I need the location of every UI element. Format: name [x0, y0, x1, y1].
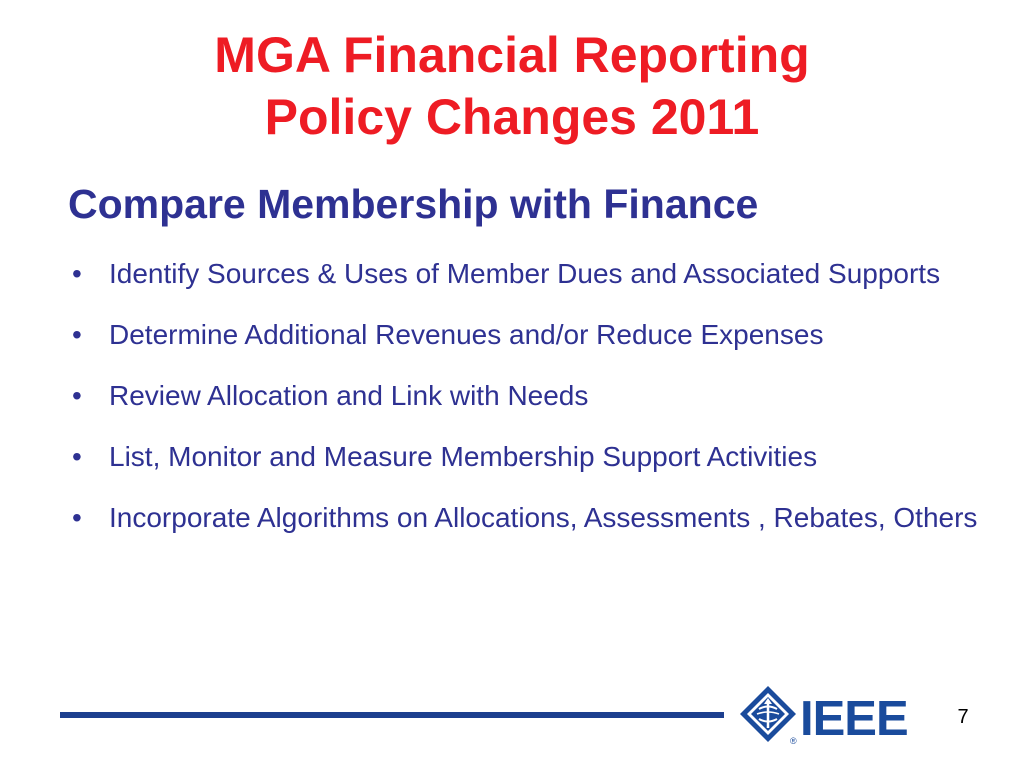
slide-title-line-1: MGA Financial Reporting [214, 27, 810, 83]
bullet-item [72, 370, 1002, 422]
slide-title [0, 24, 1024, 148]
bullet-text: List, Monitor and Measure Membership Support Activities [109, 441, 818, 472]
bullet-text: Determine Additional Revenues and/or Reduce Expenses [109, 319, 824, 350]
bullet-item [72, 309, 1002, 361]
logo-wordmark: IEEE [800, 692, 908, 746]
bullet-marker: • [72, 380, 82, 411]
page-number: 7 [957, 706, 969, 728]
ieee-logo [738, 682, 938, 746]
bullet-text: Incorporate Algorithms on Allocations, Assessments , Rebates, Others [109, 502, 978, 533]
bullet-item [72, 248, 1002, 300]
bullet-text: Identify Sources & Uses of Member Dues and Associated Supports [109, 258, 941, 289]
bullet-marker: • [72, 441, 82, 472]
bullet-marker: • [72, 258, 82, 289]
registered-mark: ® [790, 736, 797, 746]
bullet-item [72, 431, 1002, 483]
bullet-item [72, 492, 1002, 544]
ieee-diamond-icon [740, 686, 796, 742]
footer-rule [60, 712, 724, 718]
slide-subtitle: Compare Membership with Finance [68, 181, 759, 227]
bullet-marker: • [72, 319, 82, 350]
bullet-list [72, 248, 1002, 553]
bullet-text: Review Allocation and Link with Needs [109, 380, 589, 411]
bullet-marker: • [72, 502, 82, 533]
slide-title-line-2: Policy Changes 2011 [264, 89, 760, 145]
